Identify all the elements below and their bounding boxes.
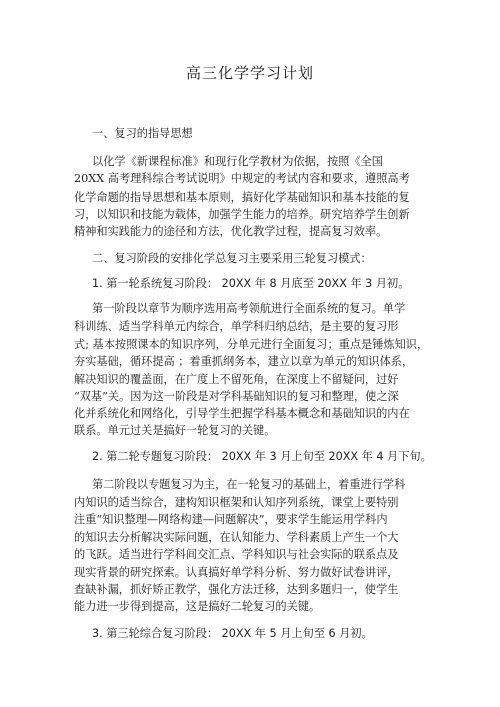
paragraph-line: 能力进一步得到提高，这是搞好二轮复习的关键。: [74, 600, 321, 613]
paragraph-line: 科训练、适当学科单元内综合，单学科归纳总结，是主要的复习形: [74, 320, 399, 333]
paragraph-line: “双基”关。因为这一阶段是对学科基础知识的复习和整理，使之深: [74, 390, 399, 403]
paragraph-line: 解决知识的覆盖面，在广度上不留死角，在深度上不留疑问，过好: [74, 373, 399, 386]
paragraph-line: 化学命题的指导思想和基本原则，搞好化学基础知识和基本技能的复: [74, 191, 410, 204]
paragraph-line: 查缺补漏，抓好矫正教学，强化方法迁移，达到多题归一，使学生: [74, 583, 399, 596]
paragraph-line: 联系。单元过关是搞好一轮复习的关键。: [74, 424, 276, 437]
stage-heading-third-round: 3. 第三轮综合复习阶段： 20XX 年 5 月上旬至 6 月初。: [92, 627, 373, 640]
paragraph-line: 夯实基础，循环提高 ；着重抓纲务本，建立以章为单元的知识体系，: [74, 355, 414, 368]
paragraph-line: 式; 基本按照课本的知识序列，分单元进行全面复习；重点是锤炼知识，: [74, 338, 429, 351]
paragraph-line: 化并系统化和网络化，引导学生把握学科基本概念和基础知识的内在: [74, 407, 410, 420]
section-heading-review-stages: 二、复习阶段的安排化学总复习主要采用三轮复习模式：: [92, 252, 372, 265]
paragraph-line: 的飞跃。适当进行学科间交汇点、学科知识与社会实际的联系点及: [74, 548, 399, 561]
paragraph-line: 注重“知识整理—网络构建—问题解决”，要求学生能运用学科内: [74, 513, 388, 526]
stage-heading-first-round: 1. 第一轮系统复习阶段： 20XX 年 8 月底至 20XX 年 3 月初。: [92, 277, 410, 290]
paragraph-line: 20XX 高考理科综合考试说明》中规定的考试内容和要求，遵照高考: [74, 172, 410, 185]
paragraph-line: 第一阶段以章节为顺序选用高考领航进行全面系统的复习。单学: [92, 302, 406, 315]
stage-heading-second-round: 2. 第二轮专题复习阶段： 20XX 年 3 月上旬至 20XX 年 4 月下旬。: [92, 450, 432, 463]
paragraph-line: 的知识去分析解决实际问题，在认知能力、学科素质上产生一个大: [74, 531, 399, 544]
paragraph-line: 以化学《新课程标准》和现行化学教材为依据，按照《全国: [92, 155, 383, 168]
paragraph-line: 第二阶段以专题复习为主，在一轮复习的基础上，着重进行学科: [92, 478, 406, 491]
paragraph-line: 现实背景的研究探索。认真搞好单学科分析、努力做好试卷讲评，: [74, 566, 399, 579]
paragraph-line: 内知识的适当综合，建构知识框架和认知序列系统，课堂上要特别: [74, 496, 399, 509]
document-title: 高三化学学习计划: [185, 64, 314, 82]
section-heading-guiding-principle: 一、复习的指导思想: [92, 127, 193, 140]
paragraph-line: 精神和实践能力的途径和方法，优化教学过程，提高复习效率。: [74, 225, 388, 238]
paragraph-line: 习，以知识和技能为载体，加强学生能力的培养。研究培养学生创新: [74, 208, 410, 221]
